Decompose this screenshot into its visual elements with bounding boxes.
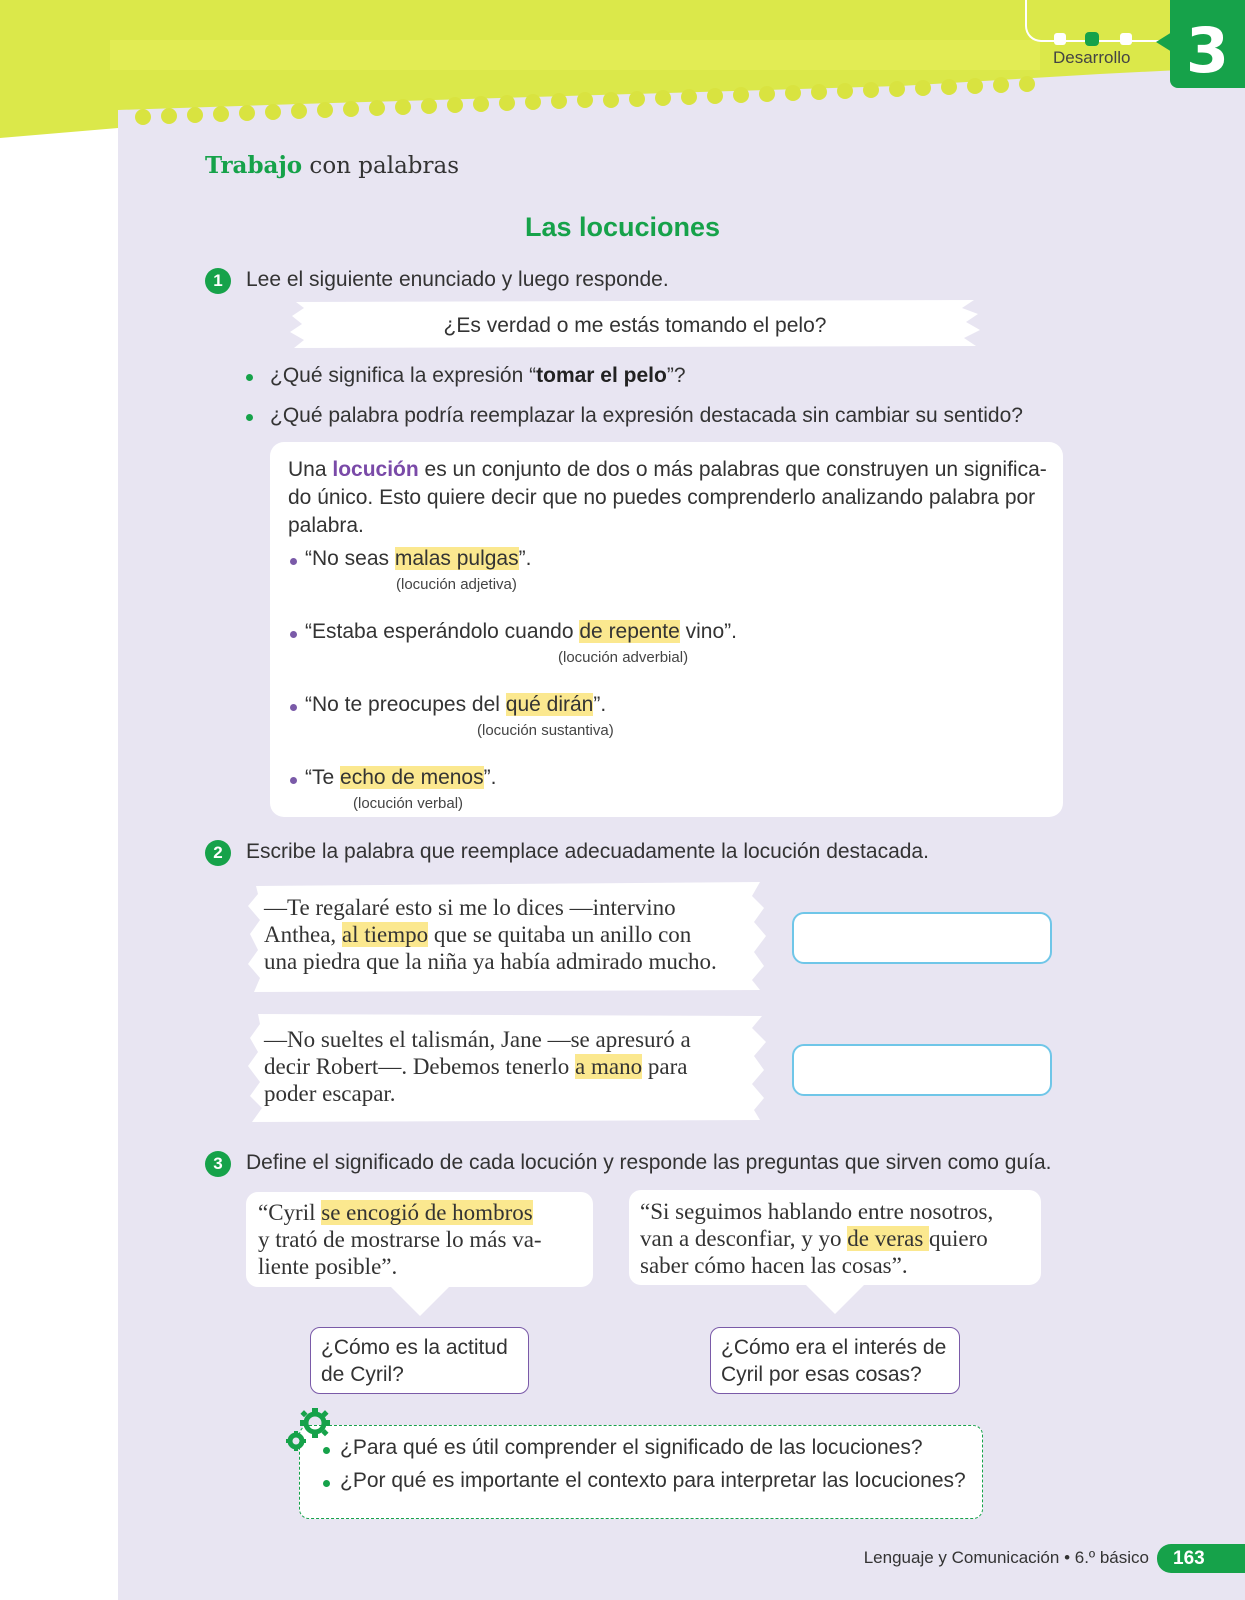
- bubble-text: van a desconfiar, y yo: [640, 1226, 848, 1251]
- example-verbal: [305, 766, 496, 790]
- passage1: [264, 894, 764, 975]
- bubble-highlight: se encogió de hombros: [321, 1200, 533, 1225]
- example-highlight: echo de menos: [340, 766, 484, 789]
- bullet: [290, 704, 297, 711]
- example-text: vino”.: [679, 620, 737, 643]
- bubble2-line1: “Si seguimos hablando entre nosotros,: [640, 1199, 994, 1224]
- example-adjective: [305, 547, 531, 571]
- example-adverbial: [305, 620, 737, 644]
- bubble2-line2: [640, 1225, 1040, 1252]
- bubble1-line3: liente posible”.: [258, 1254, 398, 1279]
- example-text: “No te preocupes del: [305, 693, 506, 716]
- section-label: Desarrollo: [1053, 48, 1131, 67]
- bullet: [323, 1480, 330, 1487]
- answer-input-1[interactable]: [792, 912, 1052, 964]
- definition-term: locución: [332, 458, 419, 481]
- bullet: [246, 374, 253, 381]
- q1-bold: tomar el pelo: [536, 364, 667, 387]
- guide-question-1-line1: ¿Cómo es la actitud: [321, 1336, 508, 1359]
- example-type-label: (locución verbal): [353, 795, 464, 812]
- answer-input-2[interactable]: [792, 1044, 1052, 1096]
- bullet: [290, 558, 297, 565]
- bubble1-line2: y trató de mostrarse lo más va-: [258, 1227, 542, 1252]
- bullet: [323, 1447, 330, 1454]
- bullet: [290, 631, 297, 638]
- passage-highlight: al tiempo: [341, 922, 429, 947]
- example-highlight: malas pulgas: [394, 547, 519, 570]
- perforation-dots: [120, 92, 1050, 122]
- bubble-pointer-1: [390, 1286, 450, 1316]
- activity-number-3: 3: [205, 1151, 231, 1177]
- activity1-quote: ¿Es verdad o me estás tomando el pelo?: [443, 314, 827, 337]
- example-text: ”.: [518, 547, 532, 570]
- example-highlight: de repente: [579, 620, 680, 643]
- guide-question-1-line2: de Cyril?: [321, 1363, 404, 1386]
- bubble1-line1: [258, 1199, 588, 1226]
- activity1-question2: ¿Qué palabra podría reemplazar la expresión destacada sin cambiar su sentido?: [270, 404, 1023, 427]
- example-text: “Te: [305, 766, 341, 789]
- example-text: “Estaba esperándolo cuando: [305, 620, 580, 643]
- unit-number: 3: [1185, 14, 1230, 87]
- passage1-line3: una piedra que la niña ya había admirado mucho.: [264, 949, 717, 974]
- example-text: ”.: [483, 766, 497, 789]
- passage-highlight: a mano: [575, 1054, 643, 1079]
- guide-question-2: [710, 1327, 960, 1394]
- progress-dot-active: [1085, 32, 1099, 46]
- reflection-question-2: ¿Por qué es importante el contexto para interpretar las locuciones?: [340, 1469, 966, 1492]
- guide-question-1: [310, 1327, 529, 1394]
- bubble-highlight: de veras: [847, 1226, 930, 1251]
- passage2-line2: [264, 1053, 764, 1080]
- activity1-instruction: Lee el siguiente enunciado y luego responde.: [246, 268, 669, 291]
- progress-dot: [1054, 33, 1066, 45]
- bubble2-text: [640, 1198, 1040, 1279]
- section-title-part2: con palabras: [302, 153, 460, 179]
- activity-number-1: 1: [205, 268, 231, 294]
- guide-question-2-line2: Cyril por esas cosas?: [721, 1363, 922, 1386]
- footer-subject: Lenguaje y Comunicación • 6.º básico: [863, 1548, 1149, 1567]
- passage1-line2: [264, 921, 764, 948]
- progress-dot: [1120, 33, 1132, 45]
- page-number: 163: [1157, 1544, 1245, 1573]
- example-text: ”.: [593, 693, 607, 716]
- bubble-text: quiero: [929, 1226, 988, 1251]
- passage2-line3: poder escapar.: [264, 1081, 396, 1106]
- reflection-question-1: ¿Para qué es útil comprender el significado de las locuciones?: [340, 1436, 923, 1459]
- passage-text: decir Robert—. Debemos tenerlo: [264, 1054, 576, 1079]
- section-title-part1: Trabajo: [205, 152, 303, 179]
- activity2-instruction: Escribe la palabra que reemplace adecuadamente la locución destacada.: [246, 840, 929, 863]
- bubble-text: “Cyril: [258, 1200, 322, 1225]
- activity3-instruction: Define el significado de cada locución y responde las preguntas que sirven como guía.: [246, 1151, 1052, 1174]
- passage2-line1: —No sueltes el talismán, Jane —se apresuró a: [264, 1027, 691, 1052]
- definition-post: es un conjunto de dos o más palabras que construyen un significa-do único. Esto quiere decir que no puedes comprenderlo analizando palabra por palabra.: [288, 458, 1047, 537]
- guide-question-2-line1: ¿Cómo era el interés de: [721, 1336, 947, 1359]
- passage2: [264, 1026, 764, 1107]
- bubble2-line3: saber cómo hacen las cosas”.: [640, 1253, 908, 1278]
- bullet: [246, 414, 253, 421]
- definition-pre: Una: [288, 458, 333, 481]
- activity1-question1: [270, 364, 686, 388]
- section-title: [205, 152, 459, 179]
- passage-text: que se quitaba un anillo con: [428, 922, 692, 947]
- example-substantive: [305, 693, 606, 717]
- activity-number-2: 2: [205, 840, 231, 866]
- example-highlight: qué dirán: [505, 693, 594, 716]
- example-type-label: (locución adverbial): [558, 649, 689, 666]
- example-type-label: (locución sustantiva): [477, 722, 614, 739]
- definition-text: [288, 456, 1048, 540]
- bubble1-text: [258, 1199, 588, 1280]
- q1-pre: ¿Qué significa la expresión “: [270, 364, 537, 387]
- bubble-pointer-2: [805, 1284, 865, 1314]
- passage1-line1: —Te regalaré esto si me lo dices —intervino: [264, 895, 676, 920]
- example-type-label: (locución adjetiva): [396, 576, 517, 593]
- example-text: “No seas: [305, 547, 395, 570]
- passage-text: para: [642, 1054, 688, 1079]
- q1-post: ”?: [666, 364, 686, 387]
- main-heading: Las locuciones: [524, 212, 721, 242]
- bullet: [290, 777, 297, 784]
- passage-text: Anthea,: [264, 922, 342, 947]
